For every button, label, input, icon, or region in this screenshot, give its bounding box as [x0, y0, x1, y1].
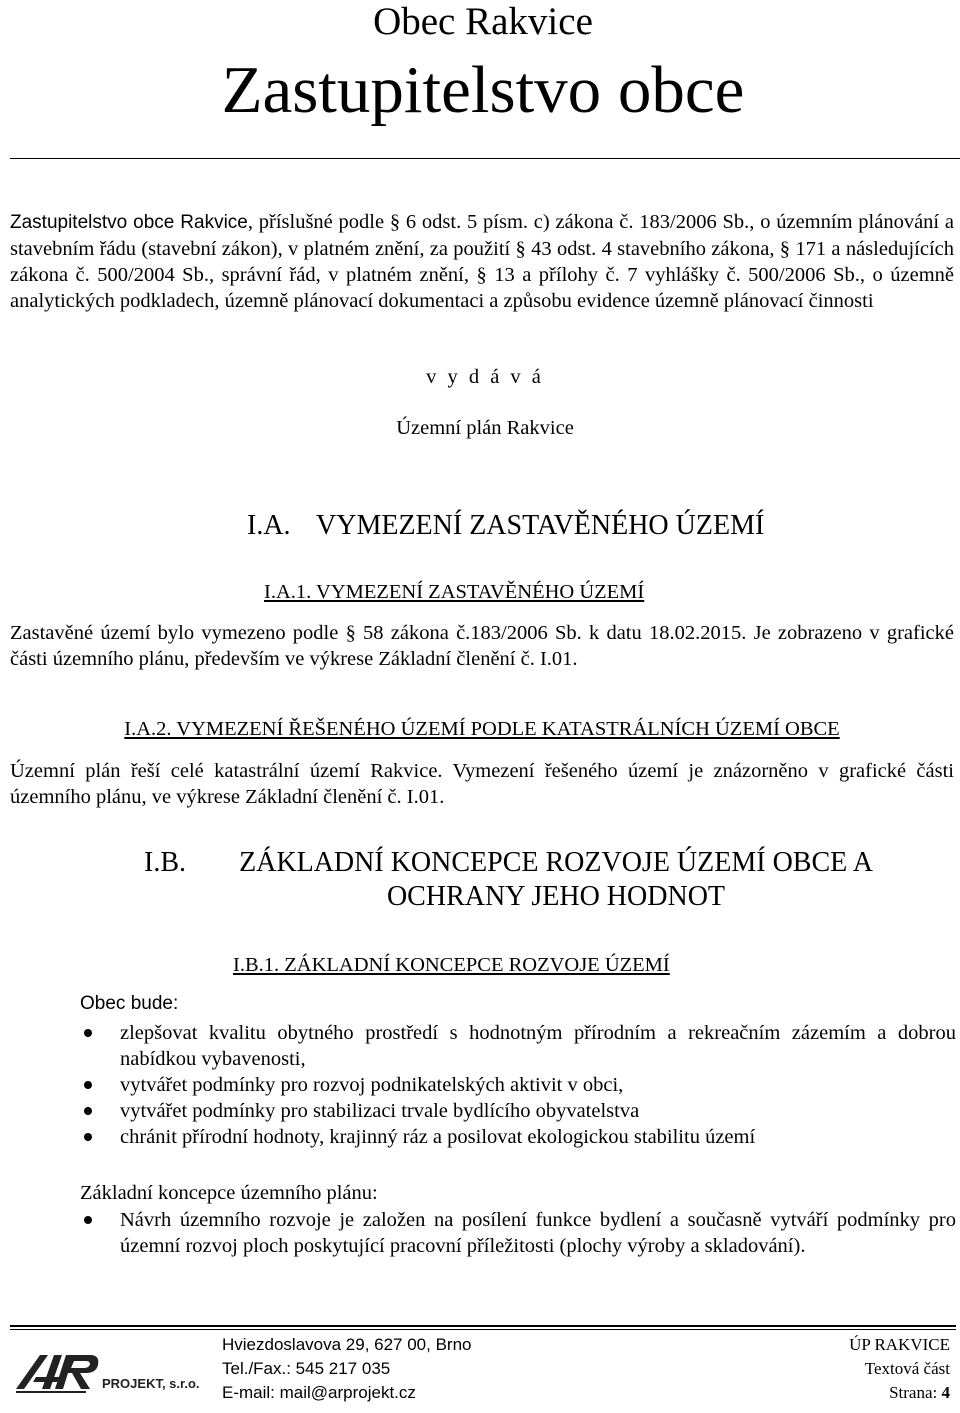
- section-b-number: I.B.: [144, 847, 186, 878]
- section-a2-text: Územní plán řeší celé katastrální území Rakvice. Vymezení řešeného území je znázorněno v grafické části územního plánu, ve výkrese Základní členění č. I.01.: [10, 760, 954, 808]
- footer-doc-name: ÚP RAKVICE: [849, 1335, 950, 1354]
- bullet-list-goals: [80, 1020, 956, 1150]
- plan-title: Územní plán Rakvice: [396, 417, 574, 439]
- section-a1-heading: I.A.1. VYMEZENÍ ZASTAVĚNÉHO ÚZEMÍ: [264, 581, 645, 603]
- header-title: Zastupitelstvo obce: [221, 53, 745, 127]
- koncepce-label: Základní koncepce územního plánu:: [80, 1182, 378, 1204]
- section-b1-heading: I.B.1. ZÁKLADNÍ KONCEPCE ROZVOJE ÚZEMÍ: [233, 954, 670, 976]
- footer-doc-part: Textová část: [864, 1359, 950, 1378]
- footer-phone: Tel./Fax.: 545 217 035: [222, 1359, 391, 1378]
- section-a-title: VYMEZENÍ ZASTAVĚNÉHO ÚZEMÍ: [316, 510, 765, 541]
- footer-divider: [10, 1325, 956, 1327]
- section-a2-heading: I.A.2. VYMEZENÍ ŘEŠENÉHO ÚZEMÍ PODLE KATASTRÁLNÍCH ÚZEMÍ OBCE: [124, 718, 840, 740]
- page-label: Strana:: [889, 1383, 938, 1402]
- footer-email: E-mail: mail@arprojekt.cz: [222, 1383, 416, 1402]
- section-b-title-line1: ZÁKLADNÍ KONCEPCE ROZVOJE ÚZEMÍ OBCE A: [239, 847, 873, 878]
- svg-text:PROJEKT, s.r.o.: PROJEKT, s.r.o.: [102, 1376, 200, 1391]
- bullet-icon: [84, 1081, 92, 1089]
- bullet-icon: [84, 1107, 92, 1115]
- bullet-list-concept: [80, 1207, 956, 1259]
- obec-bude-label: Obec bude:: [80, 993, 179, 1014]
- bullet-icon: [84, 1216, 92, 1224]
- issues-text: v y d á v á: [426, 366, 544, 388]
- footer-page: [889, 1382, 950, 1404]
- bullet-icon: [84, 1029, 92, 1037]
- page-number: 4: [941, 1383, 950, 1402]
- ar-projekt-logo: [10, 1345, 210, 1397]
- list-item: Návrh územního rozvoje je založen na posílení funkce bydlení a současně vytváří podmínky pro územní rozvoj ploch poskytující pracovní příležitosti (plochy výroby a skladování).: [80, 1207, 956, 1259]
- intro-paragraph: [10, 209, 954, 314]
- header-org: Obec Rakvice: [373, 0, 593, 43]
- intro-org-name: Zastupitelstvo obce Rakvice: [10, 212, 248, 233]
- section-b-title-line2: OCHRANY JEHO HODNOT: [386, 881, 726, 912]
- footer-address: Hviezdoslavova 29, 627 00, Brno: [222, 1335, 472, 1354]
- list-item: vytvářet podmínky pro stabilizaci trvale bydlícího obyvatelstva: [80, 1098, 956, 1124]
- intro-text: , příslušné podle § 6 odst. 5 písm. c) zákona č. 183/2006 Sb., o územním plánování a stavebním řádu (stavební zákon), v platném znění, za použití § 43 odst. 4 stavebního zákona, § 171 a následujících zákona č. 500/2004 Sb., správní řád, v platném znění, § 13 a přílohy č. 7 vyhlášky č. 500/2006 Sb., o územně analytických podkladech, územně plánovací dokumentaci a způsobu evidence územně plánovací činnosti: [10, 211, 954, 312]
- header-divider: [10, 158, 960, 159]
- section-a1-text: Zastavěné území bylo vymezeno podle § 58 zákona č.183/2006 Sb. k datu 18.02.2015. Je zobrazeno v grafické části územního plánu, především ve výkrese Základní členění č. I.01.: [10, 622, 954, 670]
- footer-divider-thin: [10, 1329, 956, 1330]
- list-item: vytvářet podmínky pro rozvoj podnikatelských aktivit v obci,: [80, 1072, 956, 1098]
- list-item: zlepšovat kvalitu obytného prostředí s hodnotným přírodním a rekreačním zázemím a dobrou nabídkou vybavenosti,: [80, 1020, 956, 1072]
- bullet-icon: [84, 1133, 92, 1141]
- list-item: chránit přírodní hodnoty, krajinný ráz a posilovat ekologickou stabilitu území: [80, 1124, 956, 1150]
- section-a-number: I.A.: [247, 510, 291, 541]
